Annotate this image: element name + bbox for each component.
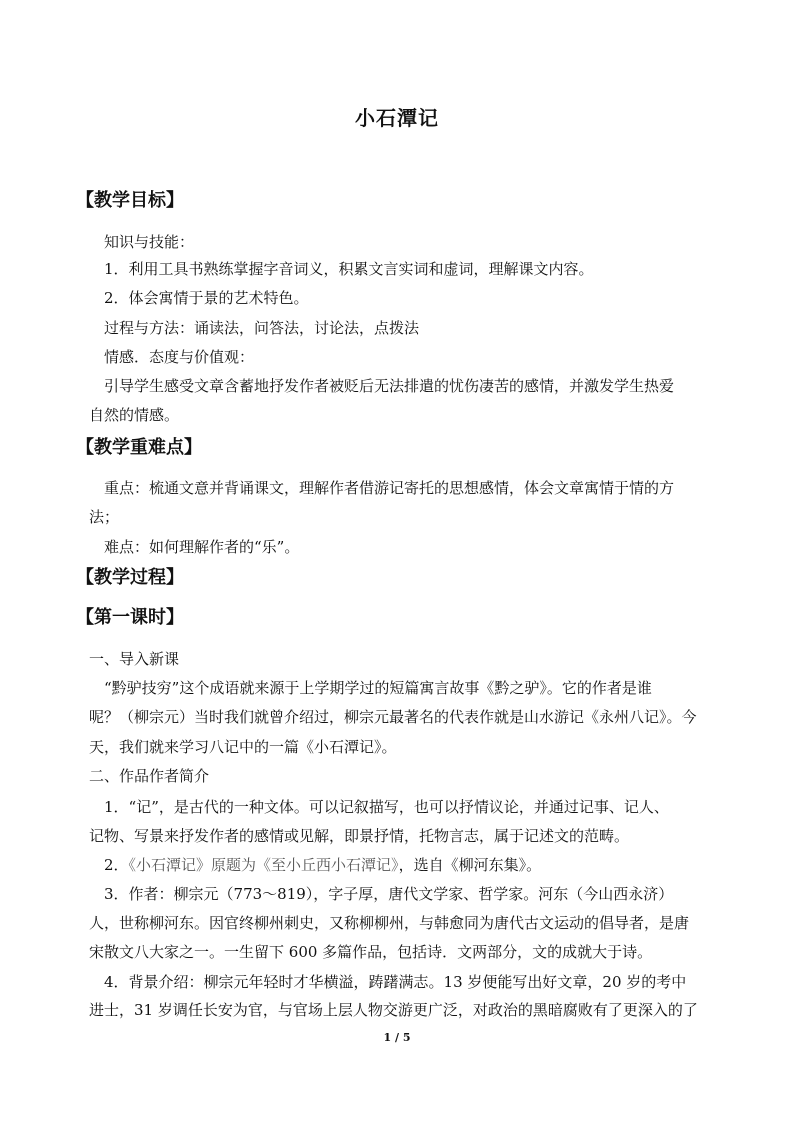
focus-line-2: 法； [89, 508, 120, 526]
intro-item-2-original-title: 《小石潭记》原题为《至小丘西小石潭记》 [128, 856, 399, 874]
difficulty-line: 难点：如何理解作者的“乐”。 [104, 538, 300, 556]
intro-item-1-line-2: 记物、写景来抒发作者的感情或见解，即景抒情，托物言志，属于记述文的范畴。 [89, 827, 630, 845]
part1-paragraph-line-2: 呢？（柳宗元）当时我们就曾介绍过，柳宗元最著名的代表作就是山水游记《永州八记》。今 [89, 708, 697, 726]
intro-item-3-line-1: 3．作者：柳宗元（773～819），字子厚，唐代文学家、哲学家。河东（今山西永济） [104, 885, 674, 903]
page-title: 小石潭记 [355, 106, 439, 130]
intro-item-2 [104, 854, 541, 876]
intro-item-4-line-1: 4．背景介绍：柳宗元年轻时才华横溢，踌躇满志。13 岁便能写出好文章，20 岁的考中 [104, 973, 687, 991]
focus-line-1: 重点：梳通文意并背诵课文，理解作者借游记寄托的思想感情，体会文章寓情于情的方 [104, 479, 675, 497]
page-number: 1 / 5 [383, 1031, 411, 1044]
section-heading-goals: 【教学目标】 [76, 190, 184, 211]
intro-item-3-line-3: 宋散文八大家之一。一生留下 600 多篇作品，包括诗．文两部分，文的成就大于诗。 [89, 943, 653, 961]
section-heading-process: 【教学过程】 [76, 567, 184, 588]
section-heading-lesson-1: 【第一课时】 [76, 607, 184, 628]
intro-item-3-line-2: 人，世称柳河东。因官终柳州刺史，又称柳柳州，与韩愈同为唐代古文运动的倡导者，是唐 [89, 914, 690, 932]
process-methods: 过程与方法：诵读法，问答法，讨论法，点拨法 [104, 319, 420, 337]
part2-heading: 二、作品作者简介 [89, 767, 210, 785]
intro-item-1-line-1: 1．“记”，是古代的一种文体。可以记叙描写，也可以抒情议论，并通过记事、记人、 [104, 798, 669, 816]
intro-item-4-line-2: 进士，31 岁调任长安为官，与官场上层人物交游更广泛，对政治的黑暗腐败有了更深入的了 [89, 1001, 698, 1019]
part1-paragraph-line-1: “黔驴技穷”这个成语就来源于上学期学过的短篇寓言故事《黔之驴》。它的作者是谁 [104, 679, 652, 697]
goal-item-1: 1．利用工具书熟练掌握字音词义，积累文言实词和虚词，理解课文内容。 [104, 260, 594, 278]
section-heading-key-points: 【教学重难点】 [76, 437, 202, 458]
emotion-line-2: 自然的情感。 [89, 406, 180, 424]
goal-item-2: 2．体会寓情于景的艺术特色。 [104, 289, 309, 307]
intro-item-2-number: 2． [104, 856, 129, 874]
intro-item-2-source: ，选自《柳河东集》。 [398, 856, 542, 874]
knowledge-label: 知识与技能： [104, 233, 195, 251]
part1-heading: 一、导入新课 [89, 650, 180, 668]
emotion-line-1: 引导学生感受文章含蓄地抒发作者被贬后无法排遣的忧伤凄苦的感情，并激发学生热爱 [104, 377, 675, 395]
part1-paragraph-line-3: 天，我们就来学习八记中的一篇《小石潭记》。 [89, 738, 397, 756]
emotion-label: 情感．态度与价值观： [104, 348, 255, 366]
